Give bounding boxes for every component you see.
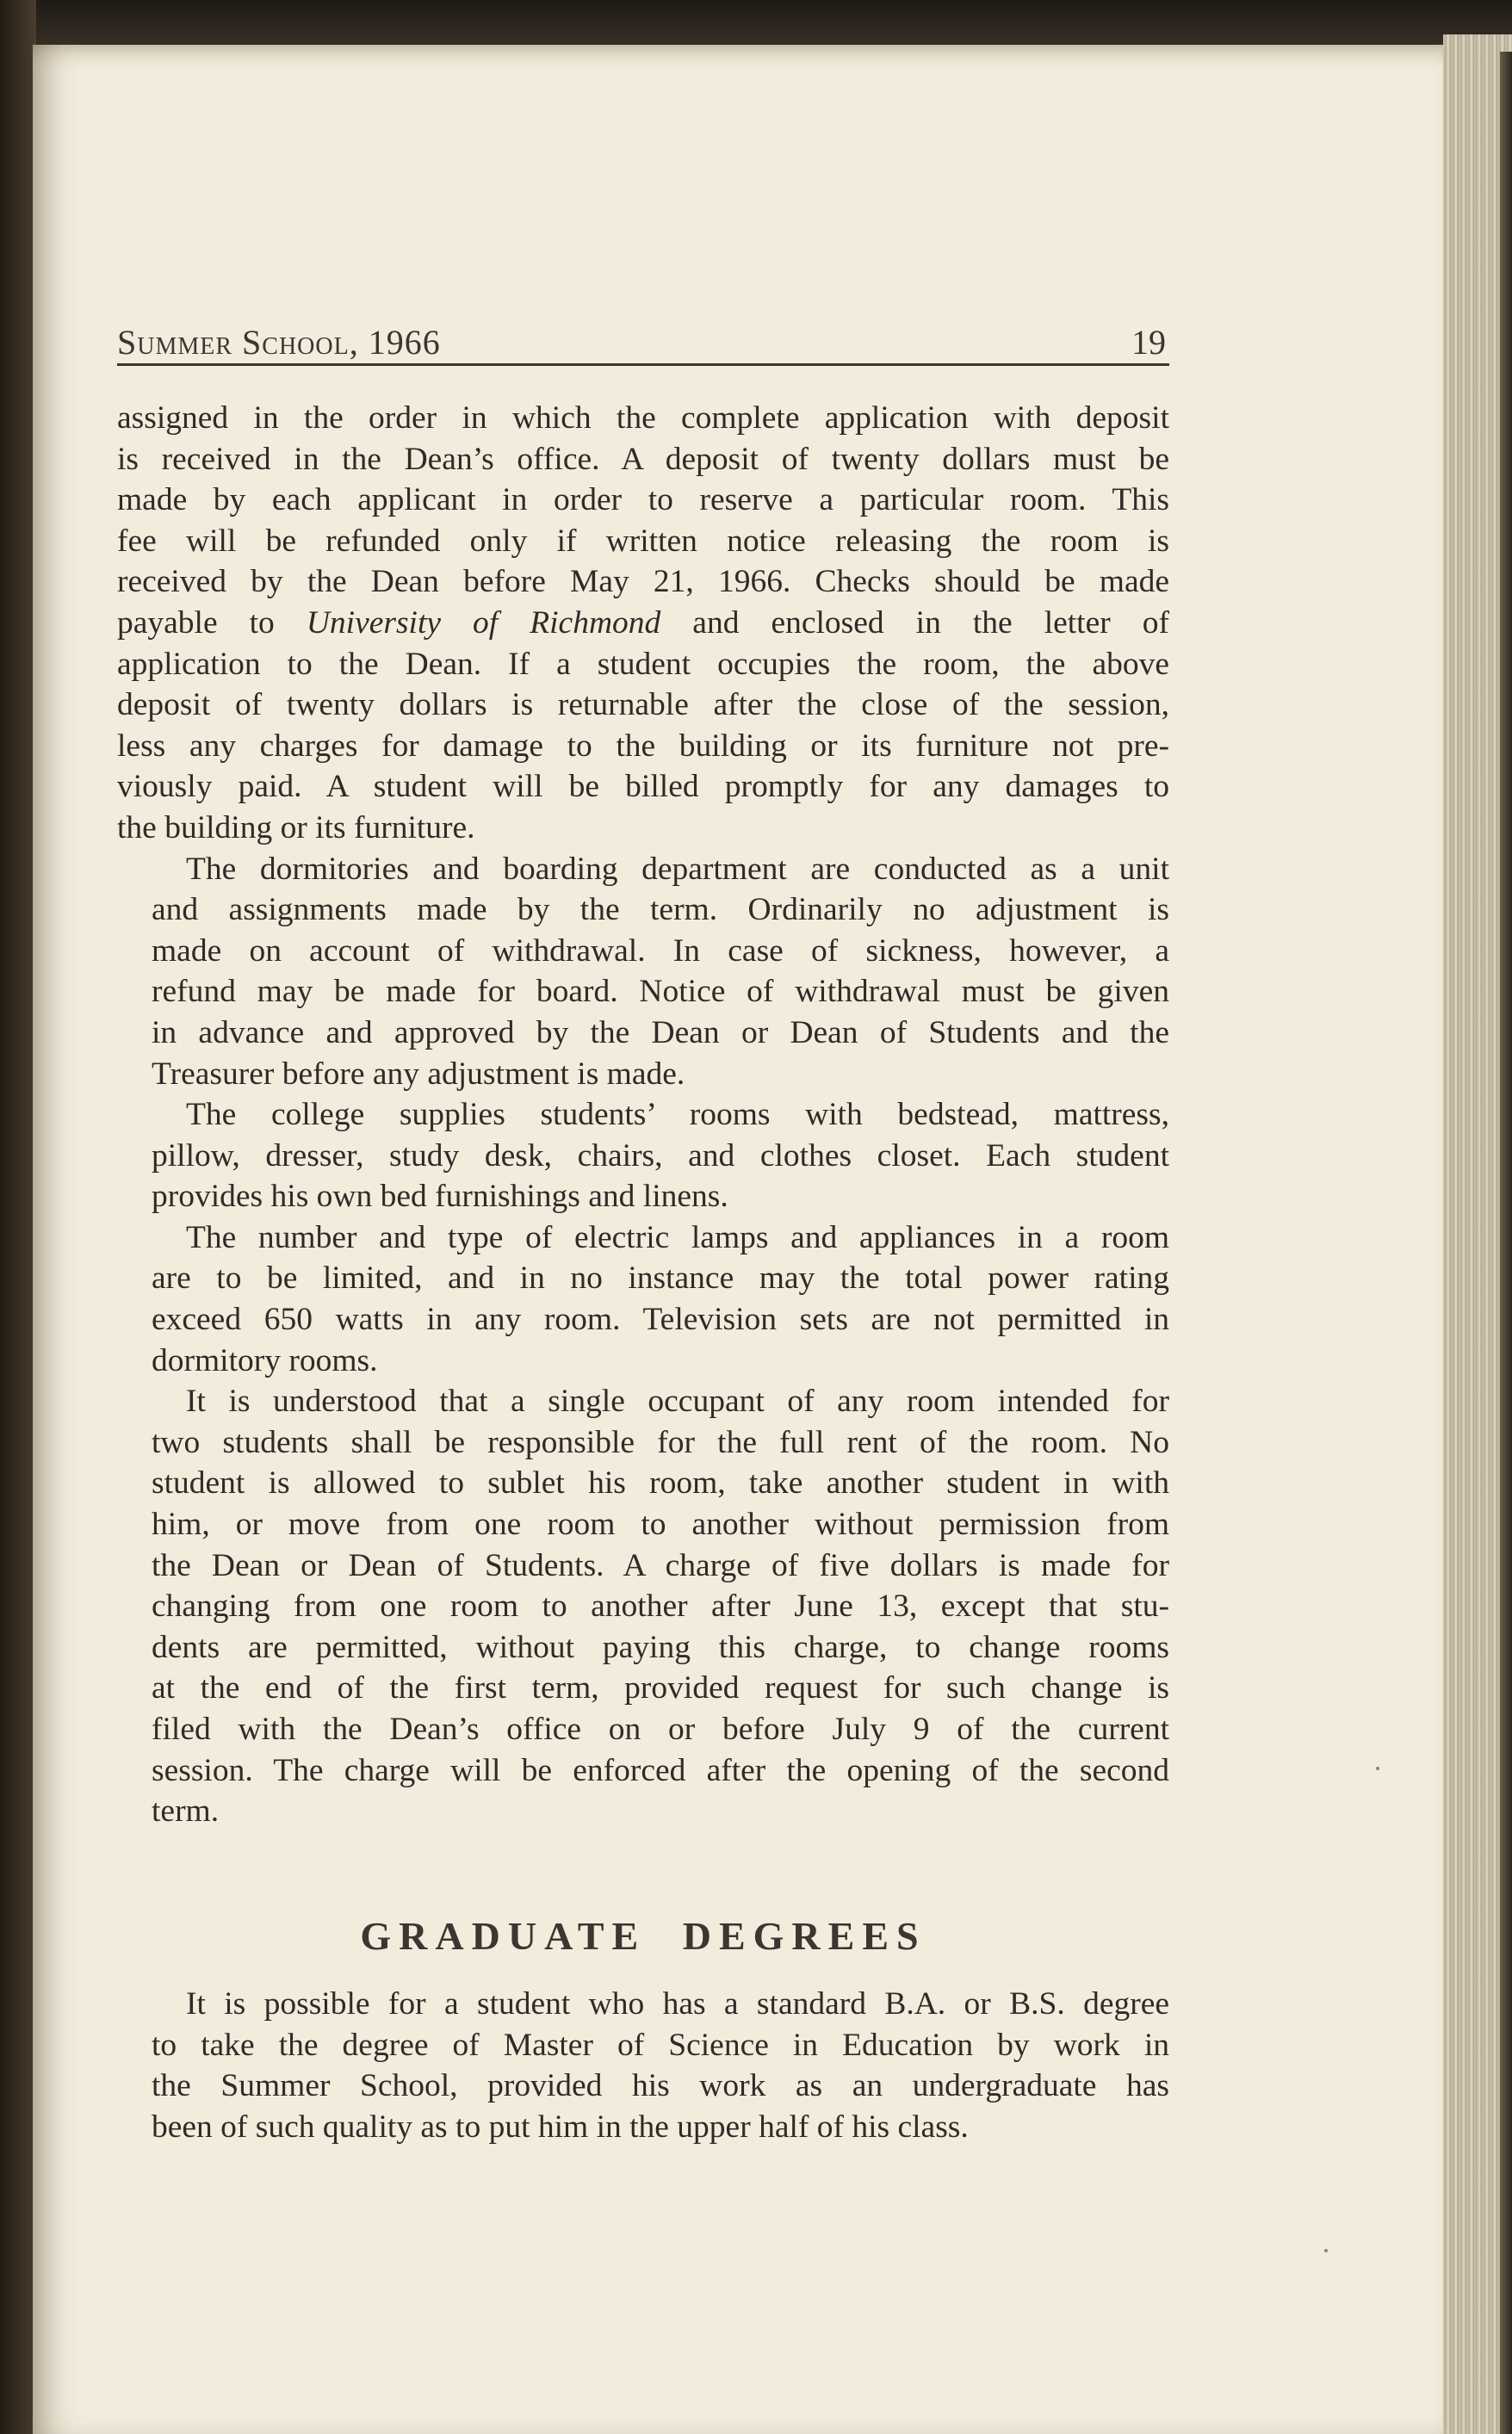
text-line: changing from one room to another after June 13, except that stu- <box>152 1589 1169 1625</box>
text-line: student is allowed to sublet his room, take another student in with <box>152 1465 1169 1502</box>
text-line: exceed 650 watts in any room. Television sets are not permitted in <box>152 1302 1169 1338</box>
scan-border-left <box>0 0 36 2434</box>
text-line: The number and type of electric lamps and appliances in a room <box>186 1219 1169 1255</box>
section-heading: GRADUATE DEGREES <box>360 1914 926 1958</box>
book-spine-shadow <box>1500 52 1512 2434</box>
text-line: less any charges for damage to the building or its furniture not pre- <box>117 728 1169 764</box>
text-line: session. The charge will be enforced after the opening of the second <box>152 1752 1169 1788</box>
text-line: made on account of withdrawal. In case of sickness, however, a <box>152 932 1169 969</box>
text-line: The college supplies students’ rooms with bedstead, mattress, <box>186 1097 1169 1133</box>
paragraph <box>117 849 1169 1095</box>
text-line: to take the degree of Master of Science in Education by work in <box>152 2027 1169 2063</box>
page-number: 19 <box>1131 323 1166 362</box>
text-line: term. <box>152 1793 220 1830</box>
text-line: dents are permitted, without paying this charge, to change rooms <box>152 1629 1169 1665</box>
text-line: is received in the Dean’s office. A deposit of twenty dollars must be <box>117 441 1169 477</box>
text-line: provides his own bed furnishings and linens. <box>152 1179 728 1215</box>
running-head <box>117 303 1169 366</box>
text-line: the building or its furniture. <box>117 809 475 845</box>
text-line: It is possible for a student who has a standard B.A. or B.S. degree <box>186 1986 1169 2022</box>
text-line: made by each applicant in order to reserve a particular room. This <box>117 482 1169 518</box>
text-line: two students shall be responsible for the full rent of the room. No <box>152 1424 1169 1460</box>
text-line: filed with the Dean’s office on or before July 9 of the current <box>152 1712 1169 1747</box>
text-line: and assignments made by the term. Ordinarily no adjustment is <box>152 892 1169 928</box>
text-line: payable to University of Richmond and enclosed in the letter of <box>117 604 1169 641</box>
paper-speck <box>1376 1767 1379 1770</box>
text-line: dormitory rooms. <box>152 1342 378 1378</box>
paragraph <box>117 1984 1169 2147</box>
text-line: application to the Dean. If a student occupies the room, the above <box>117 646 1169 682</box>
text-line: fee will be refunded only if written notice releasing the room is <box>117 523 1169 559</box>
text-line: pillow, dresser, study desk, chairs, and clothes closet. Each student <box>152 1137 1169 1174</box>
running-head-title: Summer School, 1966 <box>117 323 441 362</box>
text-line: the Dean or Dean of Students. A charge of five dollars is made for <box>152 1547 1169 1583</box>
text-line: Treasurer before any adjustment is made. <box>152 1056 685 1092</box>
scan-border-top <box>0 0 1512 52</box>
book-page <box>33 45 1443 2434</box>
graduate-degrees-text <box>117 1984 1169 2147</box>
italic-name: University of Richmond <box>306 604 661 641</box>
text-line: deposit of twenty dollars is returnable after the close of the session, <box>117 687 1169 723</box>
text-line: It is understood that a single occupant of any room intended for <box>186 1384 1169 1420</box>
text-line: at the end of the first term, provided request for such change is <box>152 1670 1169 1706</box>
text-line: been of such quality as to put him in the upper half of his class. <box>152 2109 969 2145</box>
text-line: him, or move from one room to another without permission from <box>152 1507 1169 1543</box>
paragraph <box>117 1094 1169 1217</box>
text-line: assigned in the order in which the complete application with deposit <box>117 400 1169 436</box>
paper-speck <box>1324 2249 1328 2252</box>
paragraph <box>117 1217 1169 1381</box>
text-line: The dormitories and boarding department are conducted as a unit <box>186 851 1169 887</box>
body-text <box>117 398 1169 1832</box>
paragraph <box>117 1381 1169 1832</box>
text-line: received by the Dean before May 21, 1966. Checks should be made <box>117 564 1169 600</box>
text-line: refund may be made for board. Notice of withdrawal must be given <box>152 974 1169 1010</box>
text-line: in advance and approved by the Dean or Dean of Students and the <box>152 1014 1169 1050</box>
text-line: are to be limited, and in no instance may the total power rating <box>152 1260 1169 1297</box>
paragraph <box>117 398 1169 849</box>
text-line: viously paid. A student will be billed promptly for any damages to <box>117 769 1169 805</box>
text-line: the Summer School, provided his work as an undergraduate has <box>152 2068 1169 2104</box>
